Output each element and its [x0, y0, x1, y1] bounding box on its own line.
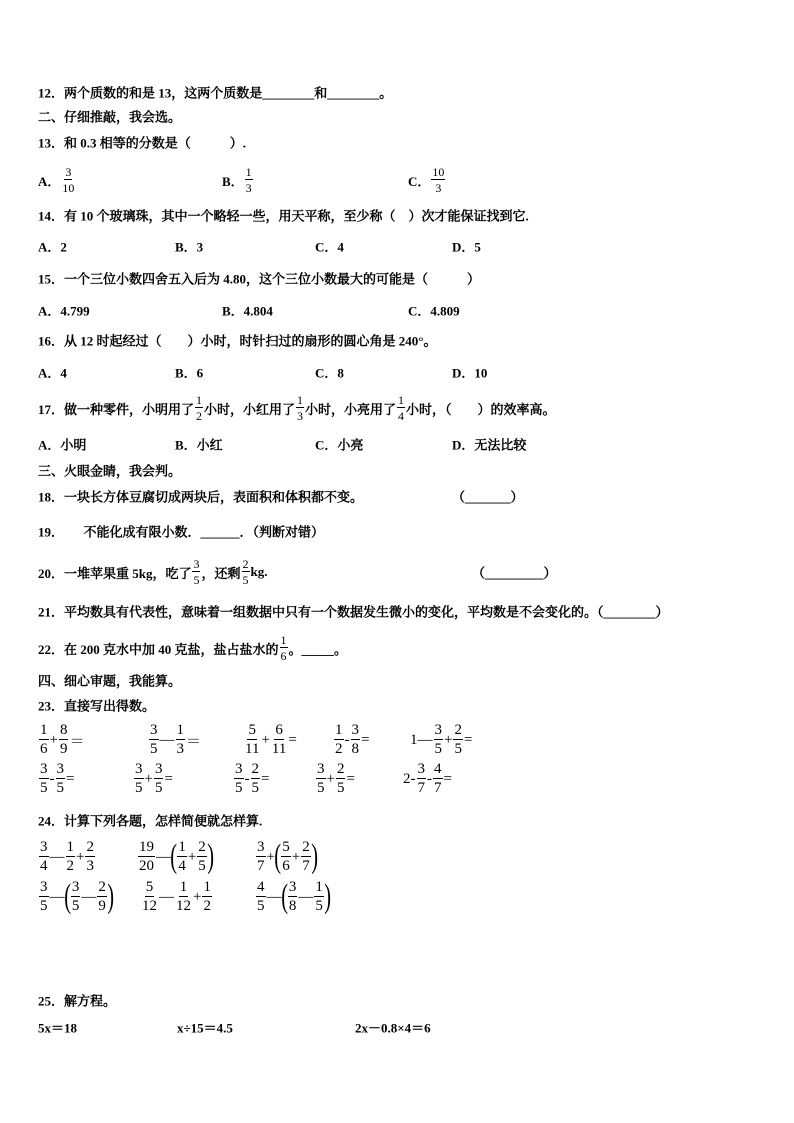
text: 24．计算下列各题，怎样简便就怎样算. — [38, 813, 263, 829]
numerator: 3 — [40, 839, 48, 855]
text: = — [361, 731, 370, 748]
denominator: 8 — [288, 898, 297, 914]
fraction — [256, 840, 266, 874]
q14-option-a — [38, 237, 67, 256]
text: - — [344, 731, 350, 748]
numerator: 2 — [198, 839, 206, 855]
text: kg. — [250, 564, 268, 579]
text: ＝ — [69, 733, 85, 750]
section-4-heading — [38, 671, 181, 690]
fraction — [97, 880, 107, 914]
numerator: 6 — [275, 722, 283, 738]
fraction — [39, 762, 49, 796]
text: 2x－0.8×4＝6 — [355, 1020, 431, 1036]
text: = — [261, 770, 270, 787]
q15 — [38, 269, 480, 288]
text: 16．从 12 时起经过（ ）小时，时针扫过的扇形的圆心角是 240°。 — [38, 333, 437, 349]
denominator: 5 — [154, 780, 163, 796]
fraction — [56, 762, 66, 796]
text: A．4.799 — [38, 303, 90, 319]
text: 18．一块长方体豆腐切成两块后，表面积和体积都不变。 — [38, 489, 364, 505]
q19 — [38, 522, 324, 541]
q14-option-d — [452, 237, 481, 256]
denominator: 7 — [302, 858, 310, 874]
text: 14．有 10 个玻璃珠，其中一个略轻一些，用天平称，至少称（ ）次才能保证找到它. — [38, 208, 529, 224]
denominator: 5 — [150, 741, 158, 757]
text: = — [443, 770, 452, 787]
q22 — [38, 634, 347, 662]
text: 小时，（ ）的效率高。 — [406, 401, 556, 417]
text: D．5 — [452, 239, 481, 255]
numerator: 3 — [317, 761, 325, 777]
numerator: 3 — [40, 879, 48, 895]
text: 小时，小亮用了 — [305, 401, 397, 417]
text: 12．两个质数的和是 13，这两个质数是________和________。 — [38, 85, 393, 101]
fraction — [234, 762, 244, 796]
numerator: 2 — [86, 839, 94, 855]
fraction — [134, 762, 144, 796]
numerator: 4 — [257, 879, 265, 895]
q17-option-c — [315, 435, 363, 454]
numerator: 1 — [280, 633, 287, 647]
q23-expr-7 — [133, 762, 173, 796]
text: C．小亮 — [315, 437, 364, 453]
q16-option-b — [175, 363, 203, 382]
numerator: 1 — [178, 839, 186, 855]
denominator: 5 — [434, 741, 442, 757]
text: 三、火眼金睛，我会判。 — [38, 463, 182, 479]
denominator: 3 — [86, 858, 94, 874]
q14 — [38, 206, 529, 225]
numerator: 3 — [288, 879, 297, 895]
fraction — [301, 840, 311, 874]
q14-option-c — [315, 237, 344, 256]
denominator: 4 — [178, 858, 186, 874]
numerator: 5 — [145, 879, 154, 895]
text: 23．直接写出得数。 — [38, 698, 156, 714]
text: 21．平均数具有代表性，意味着一组数据中只有一个数据发生微小的变化，平均数是不会变化的。（________） — [38, 604, 669, 620]
text: — — [266, 888, 282, 905]
text: 25．解方程。 — [38, 993, 117, 1009]
text: + — [144, 770, 153, 787]
denominator: 8 — [351, 741, 359, 757]
numerator: 3 — [257, 839, 265, 855]
denominator: 7 — [257, 858, 265, 874]
text: 19． 不能化成有限小数．______．（判断对错） — [38, 524, 325, 540]
q17 — [38, 394, 556, 422]
q23-expr-8 — [233, 762, 269, 796]
denominator: 9 — [59, 741, 68, 757]
q17-option-d — [452, 435, 526, 454]
text: ，还剩 — [201, 565, 241, 581]
text: — — [159, 888, 174, 905]
q21 — [38, 602, 669, 621]
q14-option-b — [175, 237, 203, 256]
fraction — [138, 840, 155, 874]
denominator: 2 — [335, 741, 343, 757]
fraction — [271, 723, 287, 757]
denominator: 5 — [40, 780, 48, 796]
q16-option-c — [315, 363, 344, 382]
text: （_________） — [472, 565, 557, 581]
text: 四、细心审题，我能算。 — [38, 673, 182, 689]
fraction — [431, 166, 445, 194]
q13-option-b — [222, 166, 254, 194]
numerator: 3 — [65, 165, 72, 179]
fraction — [433, 762, 443, 796]
denominator: 5 — [315, 898, 323, 914]
numerator: 4 — [434, 761, 442, 777]
numerator: 2 — [454, 722, 462, 738]
text: 20．一堆苹果重 5kg，吃了 — [38, 565, 192, 581]
text: = — [164, 770, 173, 787]
denominator: 5 — [257, 898, 265, 914]
text: + — [193, 888, 202, 905]
text: — — [156, 848, 171, 865]
q18 — [38, 487, 363, 506]
q15-option-b — [222, 301, 273, 320]
denominator: 6 — [280, 649, 287, 663]
q15-option-a — [38, 301, 90, 320]
parenthesis: ) — [324, 878, 331, 915]
text: C．8 — [315, 365, 344, 381]
fraction — [434, 723, 444, 757]
numerator: 3 — [434, 722, 442, 738]
text: = — [346, 770, 355, 787]
text: + — [266, 848, 275, 865]
numerator: 1 — [297, 393, 304, 407]
q24 — [38, 811, 262, 830]
q20 — [38, 558, 267, 586]
q24-expr-5 — [140, 880, 213, 914]
fraction — [242, 558, 250, 586]
fraction — [314, 880, 324, 914]
fraction — [192, 558, 200, 586]
denominator: 12 — [142, 898, 157, 914]
text: 22．在 200 克水中加 40 克盐，盐占盐水的 — [38, 641, 279, 657]
section-2-heading — [38, 107, 181, 126]
denominator: 5 — [135, 780, 143, 796]
denominator: 3 — [297, 409, 304, 423]
numerator: 1 — [203, 879, 211, 895]
denominator: 5 — [235, 780, 243, 796]
denominator: 5 — [56, 780, 64, 796]
fraction — [245, 166, 253, 194]
text: + — [291, 848, 301, 865]
denominator: 5 — [193, 573, 200, 587]
numerator: 1 — [179, 879, 188, 895]
q20-answer — [472, 563, 557, 582]
denominator: 2 — [66, 858, 74, 874]
text: — — [81, 888, 97, 905]
fraction — [256, 880, 266, 914]
text: C． — [408, 173, 431, 189]
text: A．4 — [38, 365, 67, 381]
q23-expr-4 — [333, 723, 369, 757]
q13-option-a — [38, 166, 76, 194]
fraction — [154, 762, 164, 796]
numerator: 2 — [98, 879, 106, 895]
numerator: 3 — [154, 761, 163, 777]
text: 15．一个三位小数四舍五入后为 4.80，这个三位小数最大的可能是（ ） — [38, 271, 481, 287]
q16-option-a — [38, 363, 67, 382]
numerator: 1 — [40, 722, 48, 738]
fraction — [334, 723, 344, 757]
q24-expr-2 — [137, 840, 213, 874]
text: + — [76, 848, 85, 865]
denominator: 4 — [398, 409, 405, 423]
fraction — [336, 762, 346, 796]
q13 — [38, 133, 246, 152]
text: = — [463, 731, 473, 748]
text: B．3 — [175, 239, 204, 255]
q23-expr-6 — [38, 762, 74, 796]
denominator: 20 — [139, 858, 154, 874]
denominator: 11 — [271, 741, 287, 757]
text: + — [444, 731, 453, 748]
parenthesis: ( — [170, 838, 178, 875]
numerator: 2 — [251, 761, 259, 777]
denominator: 5 — [71, 898, 80, 914]
fraction — [417, 762, 427, 796]
q23-expr-9 — [315, 762, 355, 796]
text: — — [49, 848, 65, 865]
denominator: 2 — [203, 898, 211, 914]
text: B．小红 — [175, 437, 223, 453]
text: — — [298, 888, 314, 905]
q23-expr-2 — [148, 723, 201, 757]
numerator: 3 — [40, 761, 48, 777]
text: C．4 — [315, 239, 344, 255]
numerator: 3 — [135, 761, 143, 777]
q18-answer — [452, 487, 524, 506]
denominator: 5 — [198, 858, 206, 874]
q23-expr-10 — [403, 762, 452, 796]
parenthesis: ( — [280, 878, 288, 915]
numerator: 3 — [235, 761, 243, 777]
numerator: 5 — [248, 722, 256, 738]
q13-option-c — [408, 166, 446, 194]
numerator: 8 — [59, 722, 68, 738]
denominator: 5 — [251, 780, 259, 796]
section-3-heading — [38, 461, 181, 480]
q16-option-d — [452, 363, 487, 382]
text: + — [49, 731, 58, 748]
fraction — [251, 762, 261, 796]
q24-expr-4 — [38, 880, 113, 914]
fraction — [316, 762, 326, 796]
fraction — [149, 723, 159, 757]
denominator: 9 — [98, 898, 106, 914]
denominator: 3 — [176, 741, 184, 757]
denominator: 3 — [245, 181, 252, 195]
fraction — [59, 723, 69, 757]
q23 — [38, 696, 155, 715]
denominator: 10 — [62, 181, 75, 195]
text: 小时，小红用了 — [204, 401, 296, 417]
text: 。_____。 — [288, 641, 348, 657]
text: 1— — [410, 731, 433, 748]
q24-expr-3 — [255, 840, 317, 874]
q25 — [38, 991, 116, 1010]
text: - — [244, 770, 250, 787]
denominator: 5 — [40, 898, 48, 914]
text: — — [49, 888, 65, 905]
text: x÷15＝4.5 — [177, 1020, 233, 1036]
denominator: 11 — [245, 741, 260, 757]
fraction — [39, 840, 49, 874]
numerator: 19 — [139, 839, 154, 855]
fraction — [281, 840, 291, 874]
fraction — [39, 723, 49, 757]
fraction — [71, 880, 81, 914]
numerator: 10 — [432, 165, 445, 179]
q12 — [38, 83, 392, 102]
numerator: 5 — [282, 839, 290, 855]
numerator: 2 — [336, 761, 345, 777]
fraction — [296, 394, 304, 422]
text: + — [187, 848, 197, 865]
denominator: 6 — [40, 741, 48, 757]
q23-expr-3 — [243, 723, 297, 757]
text: （_______） — [452, 489, 524, 505]
q24-expr-1 — [38, 840, 96, 874]
denominator: 12 — [176, 898, 191, 914]
text: + — [326, 770, 335, 787]
fraction — [197, 840, 207, 874]
text: 2- — [403, 770, 416, 787]
q25-eq-3 — [355, 1018, 431, 1037]
fraction — [66, 840, 76, 874]
parenthesis: ) — [311, 838, 318, 875]
fraction — [39, 880, 49, 914]
denominator: 4 — [40, 858, 48, 874]
fraction — [195, 394, 203, 422]
fraction — [453, 723, 463, 757]
q23-expr-1 — [38, 723, 84, 757]
q17-option-a — [38, 435, 86, 454]
numerator: 3 — [193, 557, 200, 571]
numerator: 1 — [66, 839, 74, 855]
text: B．4.804 — [222, 303, 273, 319]
text: 5x＝18 — [38, 1020, 78, 1036]
fraction — [177, 840, 187, 874]
parenthesis: ) — [207, 838, 214, 875]
text: 17．做一种零件，小明用了 — [38, 401, 195, 417]
text: B． — [222, 173, 244, 189]
fraction — [61, 166, 75, 194]
text: 二、仔细推敲，我会选。 — [38, 109, 182, 125]
denominator: 5 — [336, 780, 345, 796]
fraction — [176, 723, 186, 757]
text: D．10 — [452, 365, 488, 381]
text: ＝ — [186, 733, 202, 750]
numerator: 3 — [71, 879, 80, 895]
fraction — [397, 394, 405, 422]
q24-expr-6 — [255, 880, 330, 914]
text: 13．和 0.3 相等的分数是（ ）. — [38, 135, 247, 151]
fraction — [288, 880, 298, 914]
text: - — [427, 770, 432, 787]
numerator: 1 — [176, 722, 184, 738]
fraction — [141, 880, 158, 914]
text: B．6 — [175, 365, 204, 381]
fraction — [351, 723, 361, 757]
text: = — [288, 731, 297, 748]
denominator: 6 — [282, 858, 290, 874]
q17-option-b — [175, 435, 223, 454]
numerator: 1 — [196, 393, 203, 407]
fraction — [244, 723, 260, 757]
text: A．2 — [38, 239, 67, 255]
fraction — [175, 880, 192, 914]
q25-eq-1 — [38, 1018, 77, 1037]
q23-expr-5 — [410, 723, 472, 757]
text: - — [49, 770, 55, 787]
text: = — [66, 770, 75, 787]
numerator: 1 — [335, 722, 343, 738]
q25-eq-2 — [177, 1018, 233, 1037]
denominator: 5 — [317, 780, 325, 796]
numerator: 3 — [56, 761, 64, 777]
fraction — [202, 880, 212, 914]
text: + — [261, 731, 270, 748]
numerator: 1 — [245, 165, 252, 179]
fraction — [280, 634, 288, 662]
numerator: 3 — [417, 761, 425, 777]
numerator: 1 — [398, 393, 405, 407]
q15-option-c — [408, 301, 460, 320]
text: D．无法比较 — [452, 437, 527, 453]
denominator: 7 — [434, 780, 442, 796]
text: A．小明 — [38, 437, 87, 453]
parenthesis: ) — [107, 878, 114, 915]
text: — — [159, 731, 175, 748]
denominator: 5 — [454, 741, 462, 757]
numerator: 3 — [150, 722, 158, 738]
parenthesis: ( — [274, 838, 282, 875]
text: A． — [38, 173, 61, 189]
text: C．4.809 — [408, 303, 460, 319]
denominator: 2 — [196, 409, 203, 423]
numerator: 1 — [315, 879, 323, 895]
denominator: 7 — [417, 780, 425, 796]
denominator: 5 — [242, 573, 249, 587]
numerator: 3 — [351, 722, 359, 738]
q16 — [38, 331, 436, 350]
numerator: 2 — [302, 839, 310, 855]
fraction — [85, 840, 95, 874]
parenthesis: ( — [63, 878, 71, 915]
denominator: 3 — [435, 181, 442, 195]
numerator: 2 — [242, 557, 249, 571]
